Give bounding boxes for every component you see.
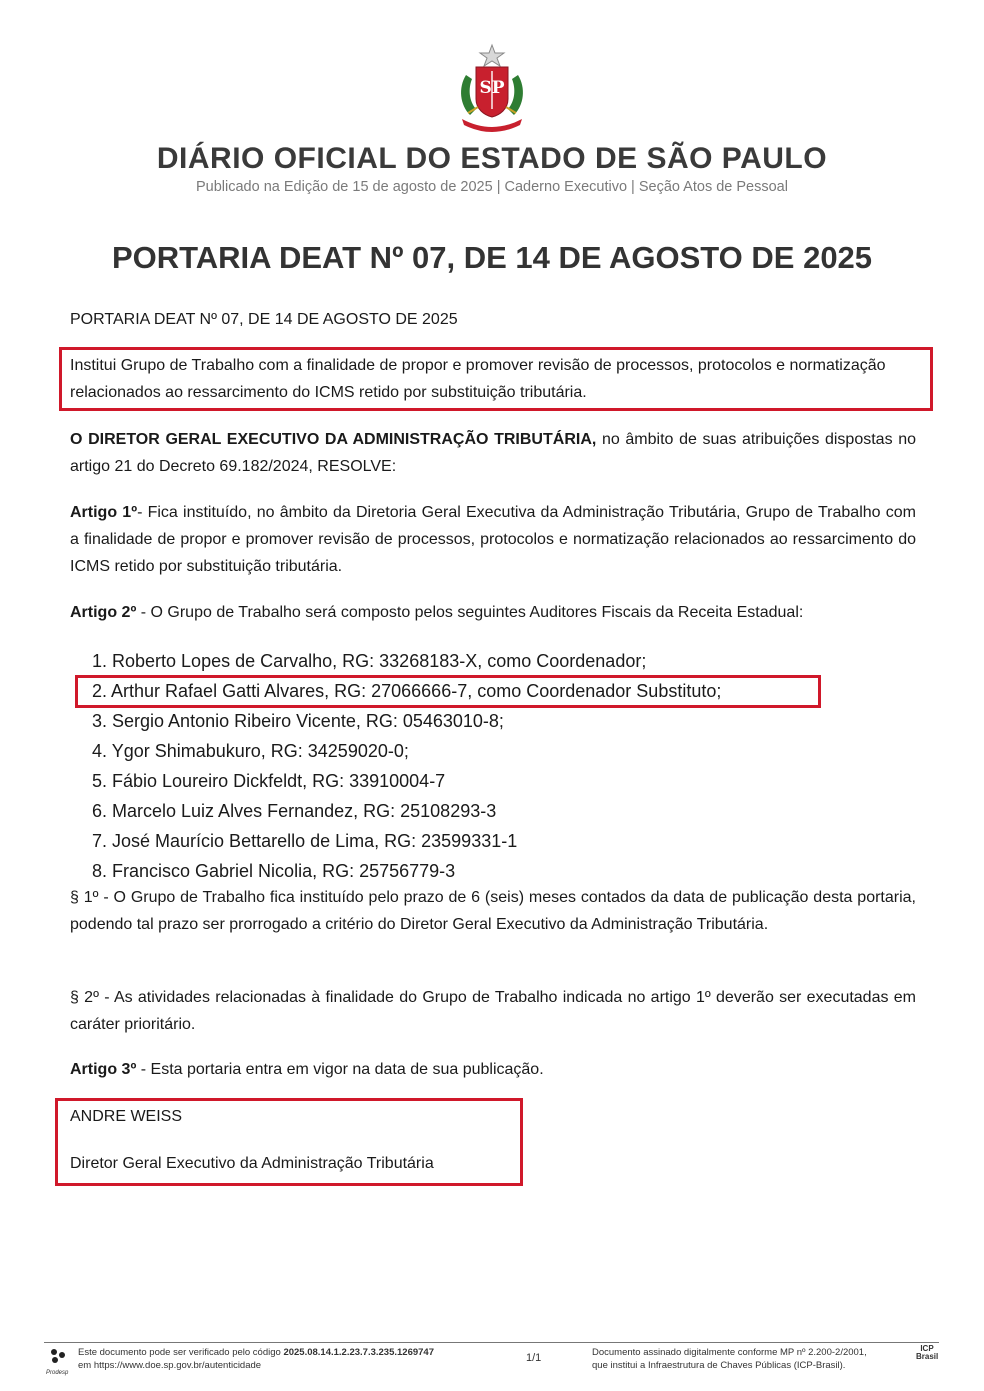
article-1-text: - Fica instituído, no âmbito da Diretoria Geral Executiva da Administração Tributária, Grupo de Trabalho com a finalidade de propor e promover revisão de processos, protocolos e normatização relacionados ao ressarcimento do ICMS retido por substituição tributária. xyxy=(70,504,916,575)
footer-verify-code: 2025.08.14.1.2.23.7.3.235.1269747 xyxy=(283,1347,434,1358)
article-2 xyxy=(70,599,916,626)
article-1 xyxy=(70,499,916,580)
prodesp-label: Prodesp xyxy=(46,1370,69,1376)
page-number: 1/1 xyxy=(526,1352,542,1364)
paragraph-1: § 1º - O Grupo de Trabalho fica instituído pelo prazo de 6 (seis) meses contados da data de publicação desta portaria, podendo tal prazo ser prorrogado a critério do Diretor Geral Executivo da Administração Tributária. xyxy=(70,889,916,933)
preamble-text: no âmbito de suas atribuições dispostas no artigo 21 do Decreto 69.182/2024, RESOLVE: xyxy=(70,431,917,475)
footer-verify xyxy=(78,1346,508,1359)
article-3 xyxy=(70,1056,916,1083)
footer-verify-prefix: Este documento pode ser verificado pelo código xyxy=(78,1347,284,1358)
signer-title: Diretor Geral Executivo da Administração Tributária xyxy=(70,1155,434,1172)
ementa-text: Institui Grupo de Trabalho com a finalidade de propor e promover revisão de processos, protocolos e normatização relacionados ao ressarcimento do ICMS retido por substituição tributária. xyxy=(70,357,886,401)
document-title: PORTARIA DEAT Nº 07, DE 14 DE AGOSTO DE 2025 xyxy=(111,240,873,275)
members-list xyxy=(92,646,852,886)
footer-signed-line-1: Documento assinado digitalmente conforme MP nº 2.200-2/2001, xyxy=(592,1347,867,1358)
masthead-title: DIÁRIO OFICIAL DO ESTADO DE SÃO PAULO xyxy=(156,142,828,175)
prodesp-logo-icon xyxy=(46,1346,70,1372)
article-3-label: Artigo 3º xyxy=(70,1061,137,1078)
signer-name: ANDRE WEISS xyxy=(70,1108,183,1125)
footer-divider xyxy=(44,1342,939,1343)
footer-signed-line-2: que institui a Infraestrutura de Chaves Públicas (ICP-Brasil). xyxy=(592,1360,846,1371)
list-item: 2. Arthur Rafael Gatti Alvares, RG: 27066666-7, como Coordenador Substituto; xyxy=(92,681,722,701)
list-item: 1. Roberto Lopes de Carvalho, RG: 33268183-X, como Coordenador; xyxy=(92,651,647,671)
masthead-subtitle: Publicado na Edição de 15 de agosto de 2025 | Caderno Executivo | Seção Atos de Pessoal xyxy=(196,179,788,195)
list-item: 4. Ygor Shimabukuro, RG: 34259020-0; xyxy=(92,741,409,761)
list-item: 7. José Maurício Bettarello de Lima, RG: 23599331-1 xyxy=(92,831,518,851)
sao-paulo-coat-of-arms-icon xyxy=(452,43,532,135)
article-2-text: - O Grupo de Trabalho será composto pelos seguintes Auditores Fiscais da Receita Estadual: xyxy=(136,604,804,621)
preamble xyxy=(70,426,916,480)
svg-text:SP: SP xyxy=(479,78,505,98)
article-2-label: Artigo 2º xyxy=(70,604,137,621)
paragraph-2: § 2º - As atividades relacionadas à finalidade do Grupo de Trabalho indicada no artigo 1º deverão ser executadas em caráter prioritário. xyxy=(70,989,916,1033)
preamble-authority: O DIRETOR GERAL EXECUTIVO DA ADMINISTRAÇÃO TRIBUTÁRIA, xyxy=(70,431,597,448)
document-heading: PORTARIA DEAT Nº 07, DE 14 DE AGOSTO DE 2025 xyxy=(70,311,458,328)
list-item: 6. Marcelo Luiz Alves Fernandez, RG: 25108293-3 xyxy=(92,801,497,821)
article-3-text: - Esta portaria entra em vigor na data de sua publicação. xyxy=(136,1061,544,1078)
icp-brasil-logo-icon: ICP Brasil xyxy=(916,1344,939,1361)
list-item: 8. Francisco Gabriel Nicolia, RG: 25756779-3 xyxy=(92,861,456,881)
article-1-label: Artigo 1º xyxy=(70,504,138,521)
list-item: 5. Fábio Loureiro Dickfeldt, RG: 33910004-7 xyxy=(92,771,446,791)
footer-verify-url[interactable]: em https://www.doe.sp.gov.br/autenticidade xyxy=(78,1360,262,1371)
list-item: 3. Sergio Antonio Ribeiro Vicente, RG: 05463010-8; xyxy=(92,711,504,731)
